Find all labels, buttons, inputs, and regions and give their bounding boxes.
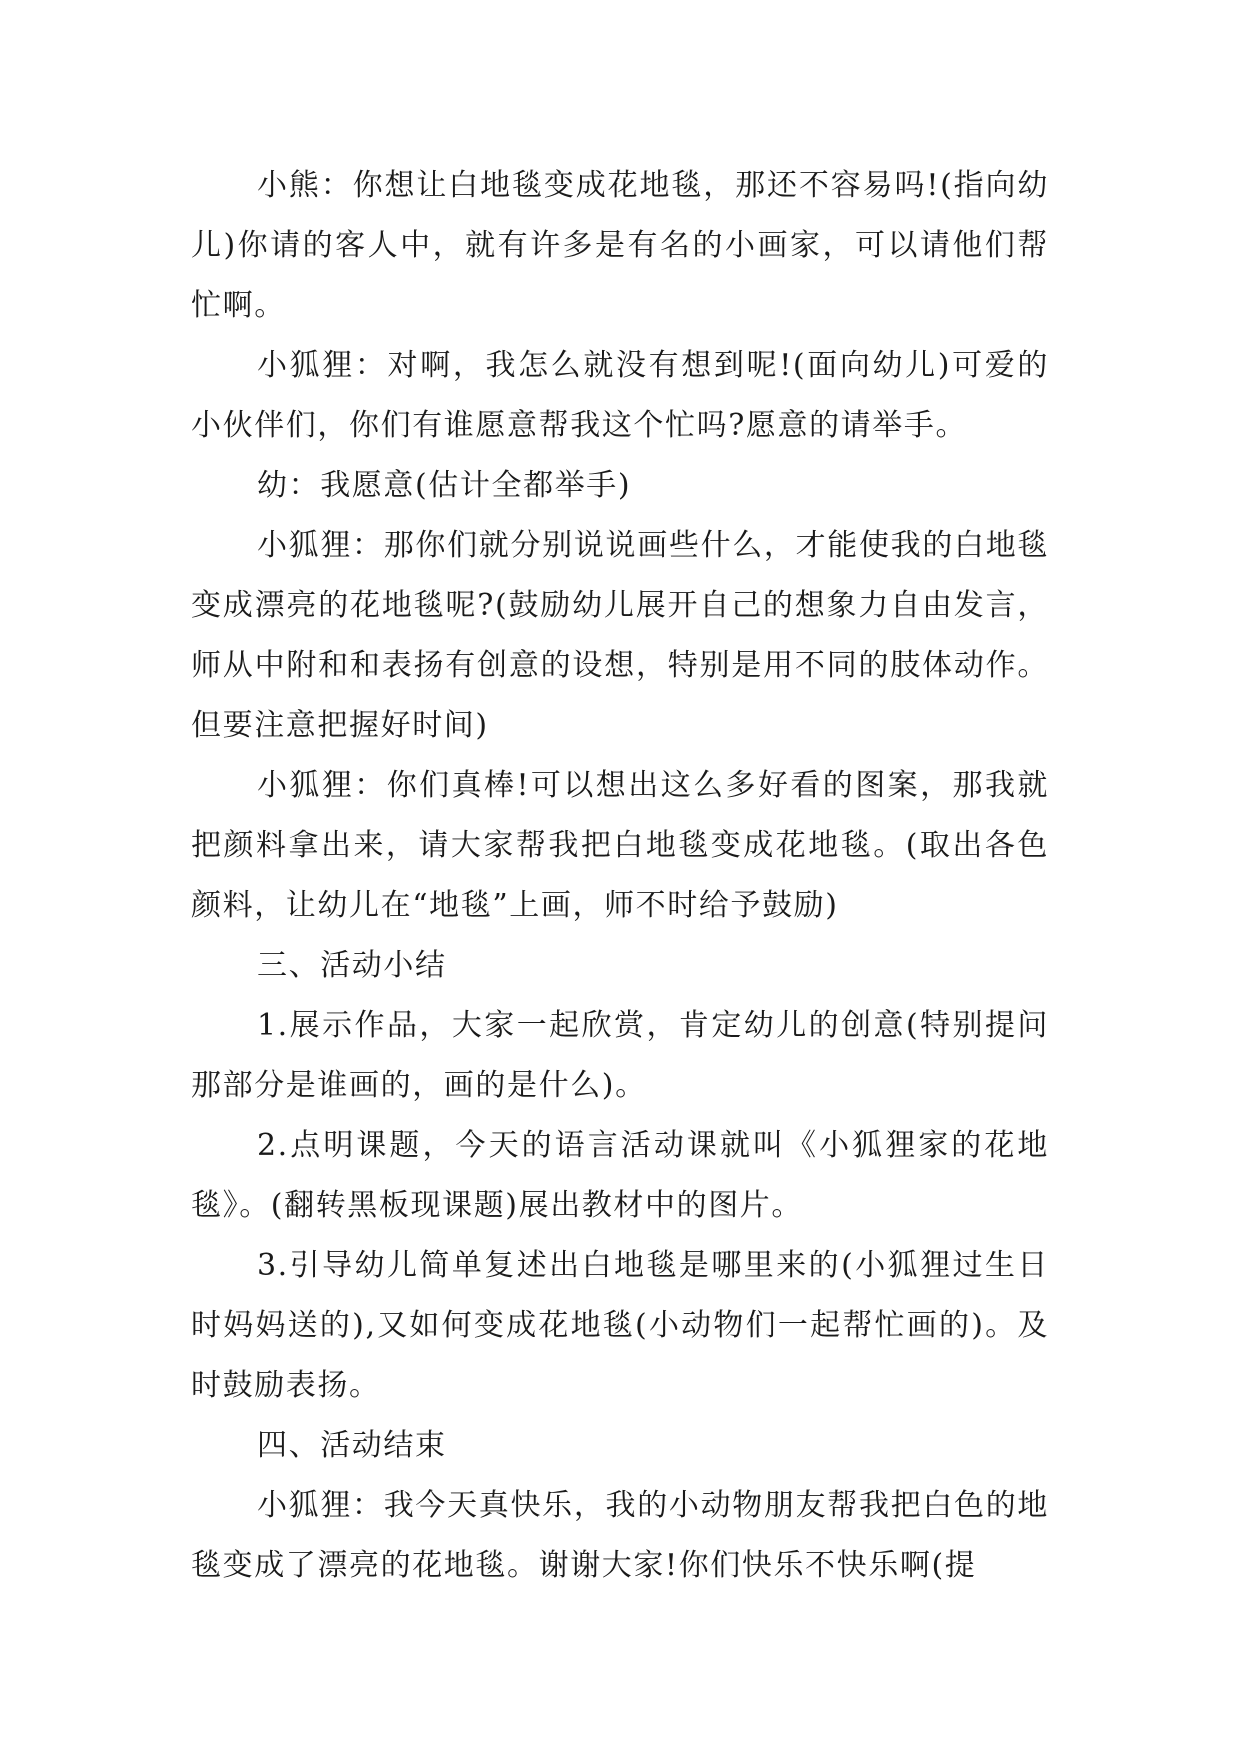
dialogue-fox-closing: 小狐狸：我今天真快乐，我的小动物朋友帮我把白色的地毯变成了漂亮的花地毯。谢谢大家!你们快乐不快乐啊(提: [191, 1488, 1049, 1583]
document-body: [191, 156, 1049, 1596]
dialogue-fox-paint: 小狐狸：你们真棒!可以想出这么多好看的图案，那我就把颜料拿出来，请大家帮我把白地毯变成花地毯。(取出各色颜料，让幼儿在“地毯”上画，师不时给予鼓励): [191, 768, 1049, 923]
dialogue-children: 幼：我愿意(估计全都举手): [257, 468, 632, 503]
section-heading-summary: 三、活动小结: [257, 948, 447, 983]
dialogue-fox-ask: 小狐狸：对啊，我怎么就没有想到呢!(面向幼儿)可爱的小伙伴们，你们有谁愿意帮我这个忙吗?愿意的请举手。: [191, 348, 1049, 443]
section-heading-end: 四、活动结束: [257, 1428, 447, 1463]
dialogue-fox-question: 小狐狸：那你们就分别说说画些什么，才能使我的白地毯变成漂亮的花地毯呢?(鼓励幼儿展开自己的想象力自由发言，师从中附和和表扬有创意的设想，特别是用不同的肢体动作。但要注意把握好时间): [191, 528, 1049, 743]
dialogue-bear: 小熊：你想让白地毯变成花地毯，那还不容易吗!(指向幼儿)你请的客人中，就有许多是有名的小画家，可以请他们帮忙啊。: [191, 168, 1049, 323]
summary-item-1: 1.展示作品，大家一起欣赏，肯定幼儿的创意(特别提问那部分是谁画的，画的是什么)。: [191, 1008, 1049, 1103]
summary-item-3: 3.引导幼儿简单复述出白地毯是哪里来的(小狐狸过生日时妈妈送的),又如何变成花地毯(小动物们一起帮忙画的)。及时鼓励表扬。: [191, 1248, 1049, 1403]
summary-item-2: 2.点明课题，今天的语言活动课就叫《小狐狸家的花地毯》。(翻转黑板现课题)展出教材中的图片。: [191, 1128, 1049, 1223]
